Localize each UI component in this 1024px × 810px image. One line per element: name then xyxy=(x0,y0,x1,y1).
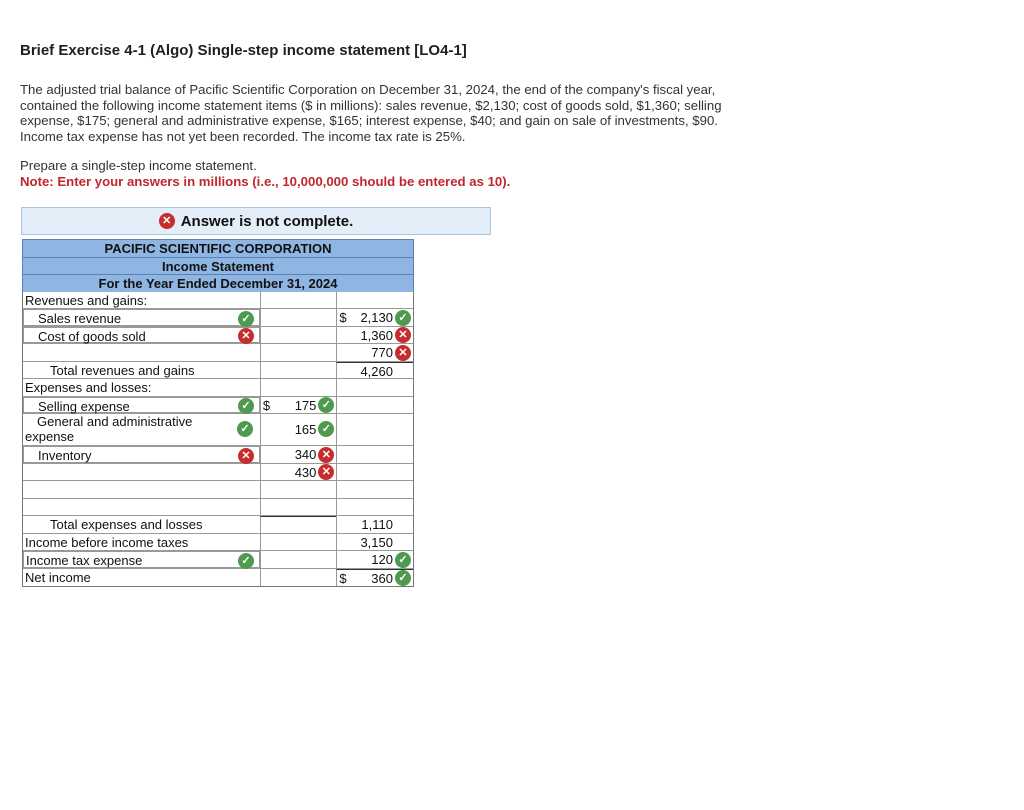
note: Note: Enter your answers in millions (i.e., 10,000,000 should be entered as 10). xyxy=(20,174,511,189)
selling-expense-input[interactable]: Selling expense ✓ xyxy=(23,397,260,414)
table-row xyxy=(23,464,413,482)
cross-icon: ✕ xyxy=(395,345,411,361)
instructions: Prepare a single-step income statement. xyxy=(20,158,257,173)
inventory-amount[interactable]: 340 ✕ xyxy=(260,446,337,463)
empty-amount[interactable] xyxy=(260,481,337,498)
expenses-header: Expenses and losses: xyxy=(25,380,152,395)
extra-expense-amount[interactable]: 430 ✕ xyxy=(260,464,337,481)
selling-expense-amount[interactable]: $ 175 ✓ xyxy=(260,397,337,414)
table-row xyxy=(23,414,413,446)
total-expenses-amount[interactable]: 1,110 xyxy=(336,516,413,533)
company-name: PACIFIC SCIENTIFIC CORPORATION xyxy=(22,239,414,257)
income-tax-amount[interactable]: 120 ✓ xyxy=(336,551,413,568)
table-row xyxy=(23,344,413,362)
total-revenues-amount[interactable]: 4,260 xyxy=(336,362,413,379)
check-icon: ✓ xyxy=(395,310,411,326)
table-row xyxy=(23,362,413,380)
extra-amount[interactable]: 770 ✕ xyxy=(336,344,413,361)
cross-icon: ✕ xyxy=(318,447,334,463)
table-row xyxy=(23,309,413,327)
table-row xyxy=(23,379,413,397)
table-row xyxy=(23,499,413,517)
cross-icon: ✕ xyxy=(395,327,411,343)
total-revenues-label: Total revenues and gains xyxy=(50,362,195,378)
cross-icon: ✕ xyxy=(238,328,254,344)
net-income-label: Net income xyxy=(25,569,91,585)
table-row xyxy=(23,397,413,415)
income-before-taxes-label: Income before income taxes xyxy=(25,534,189,550)
empty-label-input[interactable] xyxy=(23,464,260,481)
check-icon: ✓ xyxy=(237,421,253,437)
sales-revenue-input[interactable]: Sales revenue ✓ xyxy=(23,309,260,326)
table-row xyxy=(23,569,413,587)
table-row xyxy=(23,534,413,552)
empty-label-input[interactable] xyxy=(23,481,260,498)
table-row xyxy=(23,327,413,345)
statement-period: For the Year Ended December 31, 2024 xyxy=(22,274,414,292)
income-before-taxes-amount[interactable]: 3,150 xyxy=(336,534,413,551)
empty-label-input[interactable] xyxy=(23,344,260,361)
check-icon: ✓ xyxy=(238,398,254,414)
check-icon: ✓ xyxy=(238,553,254,569)
total-expenses-label: Total expenses and losses xyxy=(50,517,203,532)
table-row xyxy=(23,446,413,464)
inventory-input[interactable]: Inventory ✕ xyxy=(23,446,260,463)
statement-name: Income Statement xyxy=(22,257,414,275)
check-icon: ✓ xyxy=(238,311,254,327)
cogs-input[interactable]: Cost of goods sold ✕ xyxy=(23,327,260,344)
check-icon: ✓ xyxy=(395,552,411,568)
income-tax-input[interactable]: Income tax expense ✓ xyxy=(23,551,260,568)
cogs-amount[interactable]: 1,360 ✕ xyxy=(336,327,413,344)
ga-expense-amount[interactable]: 165 ✓ xyxy=(260,414,337,445)
empty-label-input[interactable] xyxy=(23,499,260,516)
income-statement xyxy=(22,239,414,587)
check-icon: ✓ xyxy=(318,421,334,437)
cross-icon: ✕ xyxy=(159,213,175,229)
table-row xyxy=(23,516,413,534)
problem-description: The adjusted trial balance of Pacific Scientific Corporation on December 31, 2024, the end of the company's fiscal year, contained the following income statement items ($ in millions): sales revenue, $2,130; cost of goods sold, $1,360; selling expense, $175; general and administrative expense, $165; interest expense, $40; and gain on sale of investments, $90. Income tax expense has not yet been recorded. The income tax rate is 25%. xyxy=(20,82,722,144)
table-row xyxy=(23,481,413,499)
page-title: Brief Exercise 4-1 (Algo) Single-step income statement [LO4-1] xyxy=(20,42,467,59)
answer-status-banner xyxy=(21,207,491,235)
sales-revenue-amount[interactable]: $ 2,130 ✓ xyxy=(336,309,413,326)
cross-icon: ✕ xyxy=(238,448,254,464)
empty-amount[interactable] xyxy=(260,499,337,516)
cross-icon: ✕ xyxy=(318,464,334,480)
revenues-header: Revenues and gains: xyxy=(25,292,148,308)
table-row xyxy=(23,292,413,310)
check-icon: ✓ xyxy=(395,570,411,586)
net-income-amount[interactable]: $ 360 ✓ xyxy=(336,569,413,587)
table-row xyxy=(23,551,413,569)
ga-expense-input[interactable]: General and administrative expense ✓ xyxy=(23,414,260,445)
check-icon: ✓ xyxy=(318,397,334,413)
answer-status-text: Answer is not complete. xyxy=(180,212,354,230)
